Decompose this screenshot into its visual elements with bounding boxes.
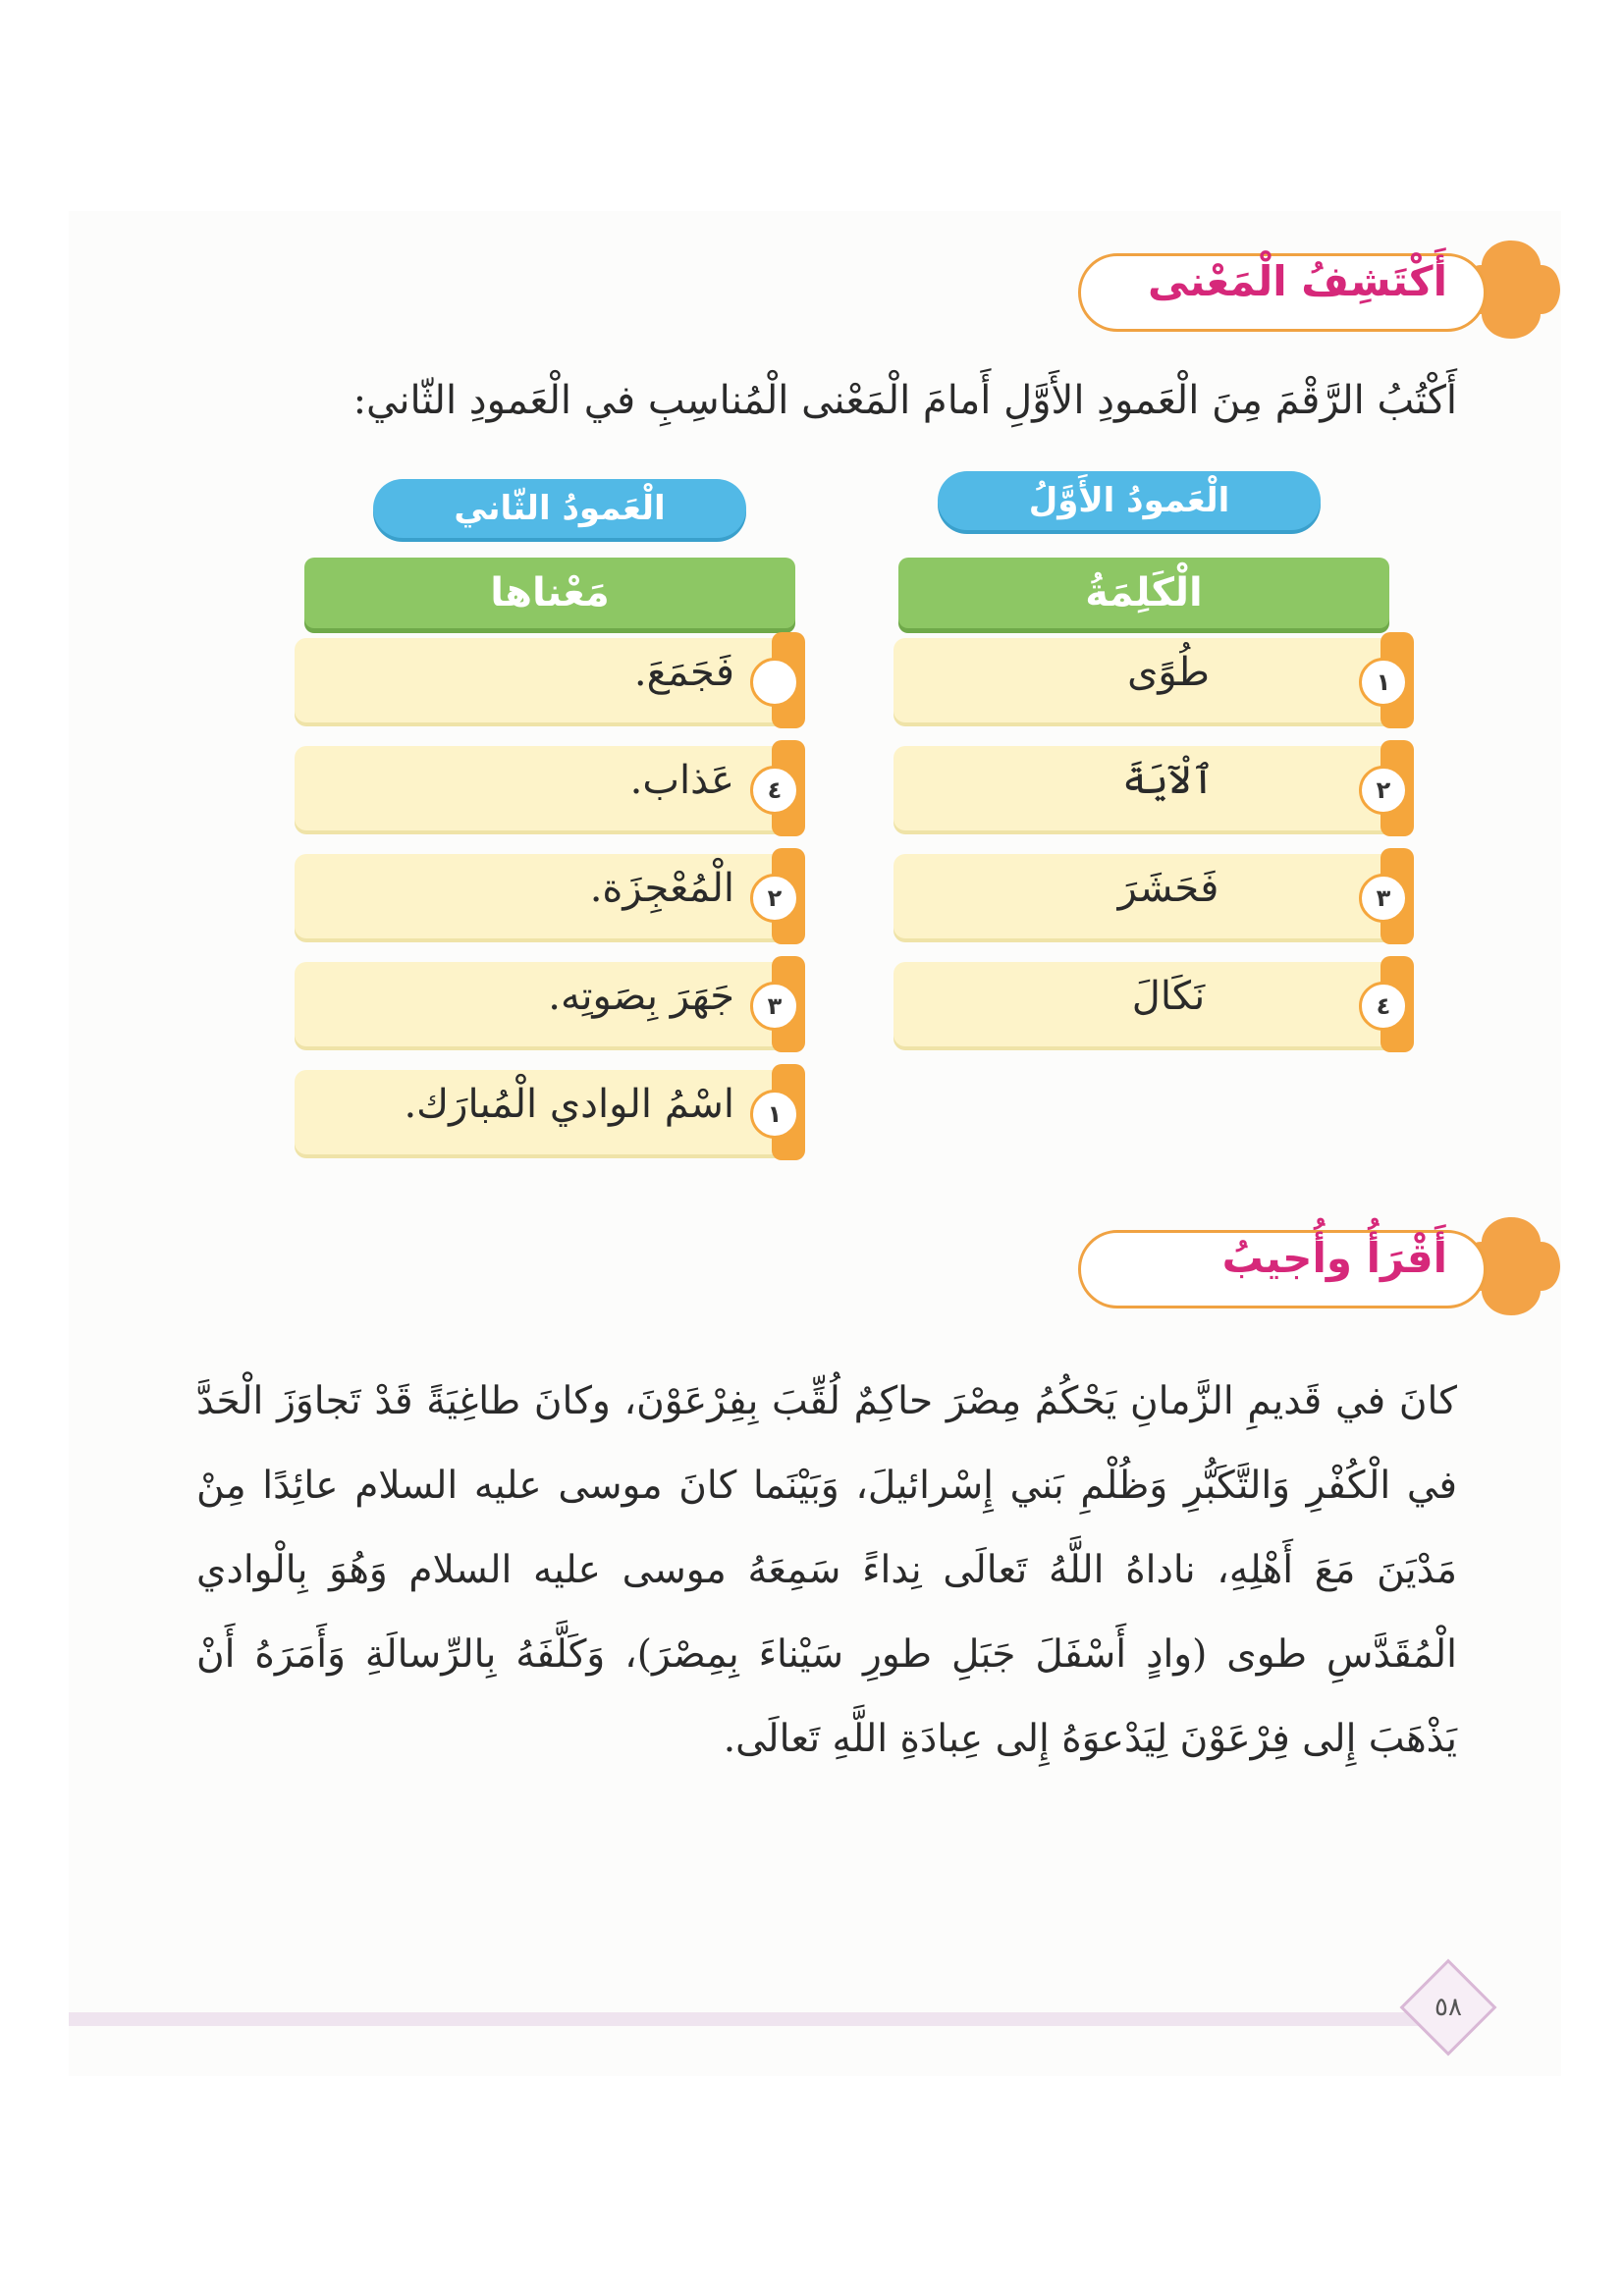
page-background [69,211,1561,2076]
word-row-4 [893,962,1414,1046]
word-text: طُوًى [1127,650,1210,695]
meaning-row-2[interactable] [295,746,805,830]
answer-circle[interactable]: ١ [750,1090,799,1139]
meaning-row-4[interactable] [295,962,805,1046]
section-title: أَكْتَشِفُ الْمَعْنى [1147,257,1447,305]
page-number: ٥٨ [1435,1993,1462,2022]
column2-subheading: مَعْناها [304,558,795,628]
word-text: فَحَشَرَ [1117,866,1219,911]
column2-heading: الْعَمودُ الثّاني [373,479,746,538]
row-number: ٤ [1359,982,1408,1031]
word-row-2 [893,746,1414,830]
meaning-text: الْمُعْجِزَة. [589,866,734,911]
word-row-1 [893,638,1414,722]
footer-line [69,2012,1443,2026]
meaning-row-1[interactable] [295,638,805,722]
answer-circle[interactable]: ٢ [750,874,799,923]
instruction-text: أَكْتُبُ الرَّقْمَ مِنَ الْعَمودِ الأَوَّلِ أَمامَ الْمَعْنى الْمُناسِبِ في الْعَمودِ الثّاني: [352,378,1457,423]
section-title: أَقْرَأُ وأُجيبُ [1221,1234,1447,1282]
word-text: ٱلْآيَةَ [1122,758,1215,803]
word-row-3 [893,854,1414,938]
answer-circle[interactable]: ٣ [750,982,799,1031]
reading-passage: كانَ في قَديمِ الزَّمانِ يَحْكُمُ مِصْرَ حاكِمٌ لُقِّبَ بِفِرْعَوْنَ، وكانَ طاغِيَةً قَدْ تَجاوَزَ الْحَدَّ في الْكُفْرِ وَالتَّكَبُّرِ وَظُلْمِ بَني إِسْرائيلَ، وَبَيْنَما كانَ موسى عليه السلام عائِدًا مِنْ مَدْيَنَ مَعَ أَهْلِهِ، ناداهُ اللَّهُ تَعالَى نِداءً سَمِعَهُ موسى عليه السلام وَهُوَ بِالْوادي الْمُقَدَّسِ طوى (وادٍ أَسْفَلَ جَبَلِ طورِ سَيْناءَ بِمِصْرَ)، وَكَلَّفَهُ بِالرِّسالَةِ وَأَمَرَهُ أَنْ يَذْهَبَ إِلى فِرْعَوْنَ لِيَدْعوَهُ إِلى عِبادَةِ اللَّهِ تَعالَى. [196,1379,1457,1761]
section-heading-read [1055,1212,1565,1320]
meaning-text: جَهَرَ بِصَوتِه. [548,974,734,1019]
row-number: ١ [1359,658,1408,707]
meaning-row-5[interactable] [295,1070,805,1154]
row-number: ٣ [1359,874,1408,923]
answer-circle[interactable] [750,658,799,707]
row-number: ٢ [1359,766,1408,815]
section-heading-discover [1055,236,1565,344]
column1-heading: الْعَمودُ الأَوَّلُ [938,471,1321,530]
meaning-row-3[interactable] [295,854,805,938]
answer-circle[interactable]: ٤ [750,766,799,815]
meaning-text: اسْمُ الوادي الْمُبارَك. [404,1082,734,1127]
column1-subheading: الْكَلِمَةُ [898,558,1389,628]
word-text: نَكَالَ [1131,974,1206,1019]
meaning-text: عَذاب. [629,758,734,803]
meaning-text: فَجَمَعَ. [633,650,734,695]
